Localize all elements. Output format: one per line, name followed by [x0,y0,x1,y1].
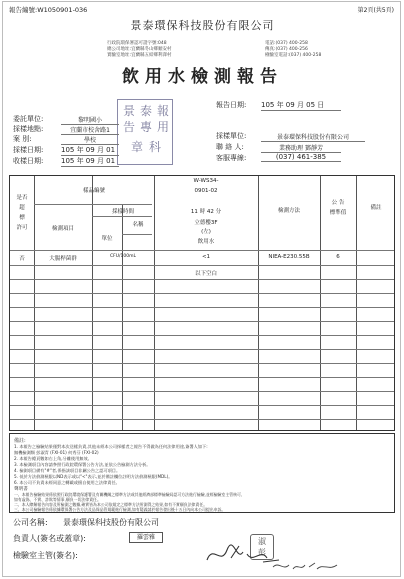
row-divider [10,335,394,336]
row-divider [10,307,394,308]
row-divider [92,216,152,217]
client-value: 黎明國小 [61,115,119,125]
row-divider [10,405,394,406]
handwritten-date [271,557,341,573]
row-method: NIEA-E230.55B [268,254,310,260]
header-exceed-2: 超 [19,205,25,211]
row-divider [10,377,394,378]
contact-label: 聯 絡 人: [216,143,244,151]
row-divider [10,265,394,266]
sampler-label: 採樣單位: [216,132,247,140]
seal-char: 專 [139,120,152,134]
row-value: <1 [201,254,211,260]
case-label: 案 別: [13,135,32,143]
seal-char: 景 [122,104,135,118]
case-value: 學校 [61,135,119,145]
report-date-label: 報告日期: [216,101,247,109]
receive-date-label: 收樣日期: [13,157,44,165]
header-sample-no: 樣品編號 [82,188,105,194]
row-divider [10,363,394,364]
note-line: 4. 檢測項目備有"#"者,係指該項目非屬公告之認可項目。 [14,468,121,473]
report-page [2,1,401,577]
service-label: 客服專線: [216,154,247,162]
row-item: 大腸桿菌群 [49,256,77,262]
sample-time-value: 11 時 42 分 [190,209,222,215]
header-exceed-3: 標 [19,215,25,221]
header-exceed-1: 是否 [16,195,28,201]
lab-license-line: 行政院環保署認可證字號:048 [107,41,167,46]
seal-char: 章 [130,140,143,154]
row-divider [10,349,394,350]
row-divider [34,204,152,205]
client-label: 委託單位: [13,115,44,123]
row-divider [10,391,394,392]
declaration-heading: 聲明書 [14,487,28,492]
row-divider [10,419,394,420]
row-standard: 6 [336,254,340,260]
row-divider [10,321,394,322]
header-sample-time: 採樣時間 [111,209,134,215]
hq-address-line: 總公司地址:宜蘭縣冬山鄉順安村 [107,47,172,52]
phone-line: 電話:(037) 400-258 [265,41,308,46]
sampler-value: 景泰環保科技股份有限公司 [261,132,365,142]
col-divider [122,204,123,430]
report-date-value: 105 年 09 月 05 日 [261,100,341,111]
row-divider [10,250,394,251]
company-sign-label: 公司名稱: [13,518,48,527]
seal-char: 淑 [258,537,266,546]
note-line: 3. 本檢測項目內容請參照行政院環保署公告方法,並依公告檢測方法分析。 [14,462,151,467]
header-test-item: 檢測項目 [51,226,74,232]
seal-char: 告 [122,120,135,134]
report-number: 報告編號:W1050901-036 [9,6,88,14]
lab-head-label: 檢驗室主管(簽名): [13,551,78,560]
seal-char: 泰 [139,104,152,118]
note-line: 2. 本報告總頁數如右上角,分離使用無效。 [14,456,92,461]
site-label: 採樣地點: [13,125,44,133]
row-divider [10,279,394,280]
row-unit: CFU/100mL [109,254,137,259]
seal-char: 彭 [258,548,266,557]
sample-no-value-2: 0901-02 [194,188,218,194]
header-remark: 備註 [370,205,382,211]
contact-value: 業務助理 鄧靜芳 [261,143,341,153]
page-number: 第2頁(共5頁) [357,7,394,14]
row-exceed: 否 [19,256,25,262]
results-table [9,175,395,431]
seal-char: 科 [148,140,161,154]
header-name: 名稱 [132,222,144,228]
row-divider [10,293,394,294]
header-standard-1: 公 告 [331,200,345,206]
sample-name-value-2: (左) [201,229,211,235]
sample-no-value-1: W-WS34- [193,178,219,184]
company-sign-value: 景泰環保科技股份有限公司 [63,518,159,527]
declaration-line: 如有虛偽、不實、詐欺等情事,願負一切法律責任。 [14,497,101,502]
sample-date-label: 採樣日期: [13,146,44,154]
seal-char: 用 [156,120,169,134]
header-method: 檢測方法 [277,208,300,214]
site-value: 宜蘭市校舍路1 [61,125,119,135]
sample-date-value: 105 年 09 月 01 [61,145,119,156]
report-title: 飲用水檢測報告 [122,67,283,87]
note-line: 6. 本公司不負責未經同意之轉載或擅自使用之法律責任。 [14,480,120,485]
seal-char: 報 [156,104,169,118]
responsible-stamp: 羅雲雅 [129,532,163,543]
receive-date-value: 105 年 09 月 01 [61,156,119,167]
notes-heading: 備註: [14,438,26,444]
service-value: (037) 461-385 [261,153,341,162]
sample-name-value-3: 飲用水 [197,239,215,245]
responsible-label: 負責人(簽名或蓋章): [13,534,86,543]
declaration-line: 一、本報告檢驗結果係依照行政院環境保護署及有關機關之標準方法或其他經濟部標準檢驗局認可方法進行檢驗,並經檢驗室主管核可, [14,492,243,497]
notes-section [9,433,395,513]
company-name: 景泰環保科技股份有限公司 [130,19,275,32]
header-exceed-4: 許可 [16,225,28,231]
row-divider [122,234,152,235]
header-unit: 單位 [101,236,113,242]
note-line: 無機檢測類 彭淑青 (FXI-01) 何秀芬 (FXI-02) [14,450,99,455]
fax-line: 傳真:(037) 400-256 [265,47,308,52]
blank-note: 以下空白 [194,271,217,277]
note-line: 5. 低於方法偵測極限以ND表示或以"<"表示,並於備註欄位註明方法偵測極限(MDL)。 [14,474,173,479]
lab-address-line: 實驗室地址:宜蘭縣五結鄉利澤村 [107,53,172,58]
declaration-line: 二、本人瞭解報告內容及所檢測之數據,確實皆為本公司依規定之標準方法所測得之結果,如有不實願負法律責任。 [14,502,208,507]
report-seal-stamp [117,99,173,165]
lab-phone-line: 檢驗室電話:(037) 400-258 [265,53,322,58]
header-standard-2: 標準值 [329,210,347,216]
note-line: 1. 本報告之檢驗結果僅對本次送樣負責,其他未經本公司採樣者之報告不得做為任何法律用途,簽署人如下: [14,444,208,449]
declaration-line: 三、本公司檢驗報告係依據環保署公告方法及品保品管規範進行檢測,如有疑義請於報告發出後十五日內向本公司提出申訴。 [14,507,226,512]
sample-name-value-1: 立德樓3F [194,220,218,226]
